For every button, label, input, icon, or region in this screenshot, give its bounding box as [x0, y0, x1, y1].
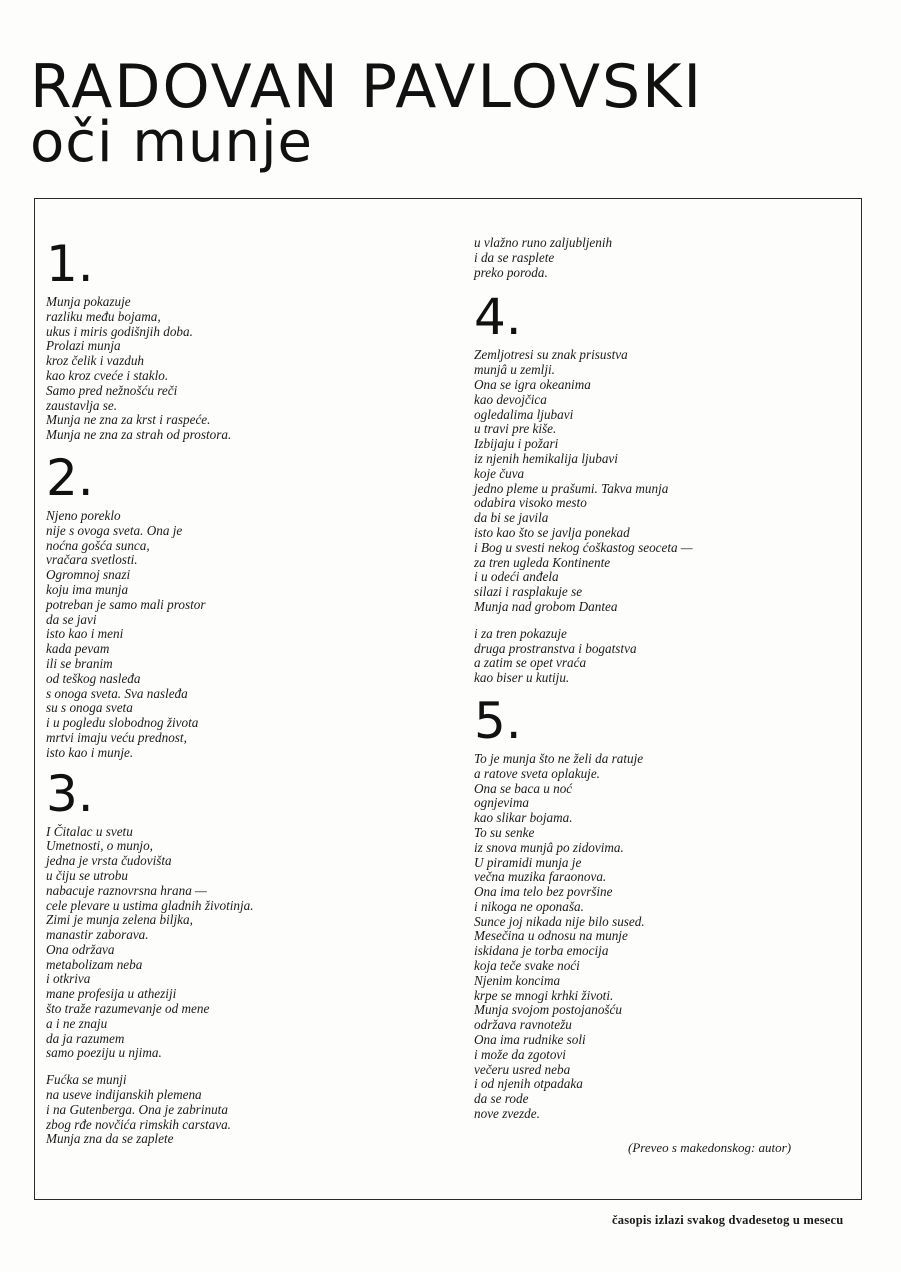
poem-line: i nikoga ne oponaša.: [474, 898, 584, 914]
poem-line: zbog rđe novčića rimskih carstava.: [46, 1116, 231, 1132]
poem-line: kroz čelik i vazduh: [46, 353, 145, 369]
poem-line: To je munja što ne želi da ratuje: [474, 750, 644, 766]
poem-line: razliku među bojama,: [46, 308, 161, 324]
poem-line: Njenim koncima: [474, 972, 561, 988]
poem-line: Munja nad grobom Dantea: [474, 598, 618, 614]
author-name: RADOVAN PAVLOVSKI: [30, 52, 704, 122]
translator-note: (Preveo s makedonskog: autor): [628, 1140, 792, 1155]
poem-line: kada pevam: [46, 641, 110, 657]
poem-line: Ona ima telo bez površine: [474, 884, 613, 900]
poem-line: nabacuje raznovrsna hrana —: [46, 882, 207, 898]
poem-line: na useve indijanskih plemena: [46, 1087, 202, 1103]
section-2: [46, 448, 426, 761]
poem-line: koju ima munja: [46, 581, 129, 597]
poem-line: kao kroz cveće i staklo.: [46, 367, 169, 383]
poem-line: u travi pre kiše.: [474, 421, 557, 437]
poem-line: cele plevare u ustima gladnih životinja.: [46, 897, 254, 913]
poem-line: metabolizam neba: [46, 956, 143, 972]
poem-line: Ona se baca u noć: [474, 780, 573, 796]
poem-line: ukus i miris godišnjih doba.: [46, 323, 193, 339]
poem-line: od teškog nasleđa: [46, 670, 141, 686]
poem-line: Izbijaju i požari: [474, 436, 559, 452]
poem-line: Munja zna da se zaplete: [46, 1131, 174, 1147]
poem-line: ili se branim: [46, 655, 113, 671]
poem-line: iskidana je torba emocija: [474, 943, 609, 959]
poem-line: U piramidi munja je: [474, 854, 582, 870]
poem-line: da se rode: [474, 1091, 529, 1107]
poem-line: večeru usred neba: [474, 1061, 571, 1077]
section-number: 5.: [474, 691, 522, 750]
poem-line: nove zvezde.: [474, 1106, 540, 1122]
poem-line: Munja svojom postojanošću: [474, 1002, 622, 1018]
poem-line: večna muzika faraonova.: [474, 869, 607, 885]
poem-line: koja teče svake noći: [474, 958, 580, 974]
poem-line: da se javi: [46, 611, 97, 627]
poem-line: I Čitalac u svetu: [46, 823, 133, 839]
poem-line: isto kao i munje.: [46, 744, 134, 760]
poem-line: silazi i rasplakuje se: [474, 584, 583, 600]
poem-line: održava ravnotežu: [474, 1017, 572, 1033]
poem-line: druga prostranstva i bogatstva: [474, 640, 637, 656]
poem-line: i u pogledu slobodnog života: [46, 715, 199, 731]
section-number: 4.: [474, 288, 522, 347]
poem-line: da bi se javila: [474, 510, 549, 526]
poem-line: u čiju se utrobu: [46, 867, 128, 883]
poem-line: s onoga sveta. Sva nasleđa: [46, 685, 188, 701]
poem-line: Ona ima rudnike soli: [474, 1032, 586, 1048]
poem-line: odabira visoko mesto: [474, 495, 587, 511]
poem-line: što traže razumevanje od mene: [46, 1001, 210, 1017]
poem-line: vračara svetlosti.: [46, 552, 138, 568]
poem-line: kao devojčica: [474, 391, 547, 407]
poem-line: i Bog u svesti nekog ćoškastog seoceta —: [474, 539, 693, 555]
poem-line: a ratove sveta oplakuje.: [474, 765, 600, 781]
publication-footer: časopis izlazi svakog dvadesetog u mesecu: [612, 1213, 844, 1227]
poem-line: manastir zaborava.: [46, 927, 149, 943]
poem-line: i otkriva: [46, 971, 91, 987]
poem-line: isto kao i meni: [46, 626, 124, 642]
poem-line: za tren ugleda Kontinente: [474, 554, 611, 570]
stanza: [474, 348, 854, 614]
poem-line: kao biser u kutiju.: [474, 670, 570, 686]
poem-line: jedno pleme u prašumi. Takva munja: [474, 480, 669, 496]
poem-line: Sunce joj nikada nije bilo sused.: [474, 913, 645, 929]
poem-line: jedna je vrsta čudovišta: [46, 853, 172, 869]
poem-line: mrtvi imaju veću prednost,: [46, 729, 187, 745]
poem-line: Zemljotresi su znak prisustva: [474, 347, 628, 363]
section-3-continued: [474, 236, 854, 280]
poem-line: Mesečina u odnosu na munje: [474, 928, 628, 944]
poem-line: Munja ne zna za strah od prostora.: [46, 427, 232, 443]
poem-line: Zimi je munja zelena biljka,: [46, 912, 193, 928]
poem-line: munjâ u zemlji.: [474, 362, 555, 378]
section-1: [46, 237, 426, 443]
section-5: [474, 691, 854, 1122]
poem-line: noćna gošća sunca,: [46, 537, 150, 553]
poem-line: kao slikar bojama.: [474, 810, 573, 826]
poem-line: i za tren pokazuje: [474, 625, 567, 641]
poem-line: iz njenih hemikalija ljubavi: [474, 450, 618, 466]
poem-line: a i ne znaju: [46, 1015, 108, 1031]
section-number: 3.: [46, 764, 94, 823]
stanza: [474, 752, 854, 1122]
section-number: 2.: [46, 448, 94, 507]
poem-line: Fućka se munji: [46, 1072, 127, 1088]
poem-line: ognjevima: [474, 795, 529, 811]
poem-column-right: [474, 236, 854, 1122]
stanza: [46, 509, 426, 761]
poem-line: a zatim se opet vraća: [474, 655, 587, 671]
poem-line: u vlažno runo zaljubljenih: [474, 235, 613, 250]
poem-column-left: [46, 237, 426, 1147]
poem-line: Ona se igra okeanima: [474, 376, 591, 392]
poem-line: preko poroda.: [474, 264, 548, 280]
poem-line: potreban je samo mali prostor: [46, 596, 206, 612]
poem-line: nije s ovoga sveta. Ona je: [46, 522, 183, 538]
poem-line: To su senke: [474, 824, 535, 840]
poem-line: i u odeći anđela: [474, 569, 559, 585]
poem-line: Munja ne zna za krst i raspeće.: [46, 412, 211, 428]
poem-title: oči munje: [30, 110, 313, 175]
poem-line: i može da zgotovi: [474, 1046, 566, 1062]
poem-line: samo poeziju u njima.: [46, 1045, 162, 1061]
poem-line: Njeno poreklo: [46, 507, 121, 523]
poem-line: koje čuva: [474, 465, 525, 481]
section-number: 1.: [46, 235, 94, 293]
poem-line: Munja pokazuje: [46, 294, 131, 309]
poem-line: iz snova munjâ po zidovima.: [474, 839, 624, 855]
stanza: [46, 1073, 426, 1147]
stanza: [474, 236, 854, 280]
poem-line: isto kao što se javlja ponekad: [474, 524, 630, 540]
stanza: [46, 295, 426, 443]
poem-line: i na Gutenberga. Ona je zabrinuta: [46, 1101, 228, 1117]
poem-line: Umetnosti, o munjo,: [46, 838, 153, 854]
poem-line: Ona održava: [46, 941, 115, 957]
poem-line: i od njenih otpadaka: [474, 1076, 583, 1092]
poem-line: ogledalima ljubavi: [474, 406, 574, 422]
poem-line: krpe se mnogi krhki životi.: [474, 987, 614, 1003]
stanza: [46, 825, 426, 1062]
section-4: [474, 290, 854, 686]
poem-line: i da se rasplete: [474, 249, 555, 265]
poem-line: mane profesija u atheziji: [46, 986, 177, 1002]
section-3: [46, 764, 426, 1148]
poem-line: Samo pred nežnošću reči: [46, 382, 178, 398]
poem-line: Prolazi munja: [46, 338, 121, 354]
poem-line: su s onoga sveta: [46, 700, 133, 716]
poem-line: zaustavlja se.: [46, 397, 118, 413]
poem-line: da ja razumem: [46, 1030, 125, 1046]
stanza: [474, 627, 854, 686]
poem-line: Ogromnoj snazi: [46, 567, 131, 583]
